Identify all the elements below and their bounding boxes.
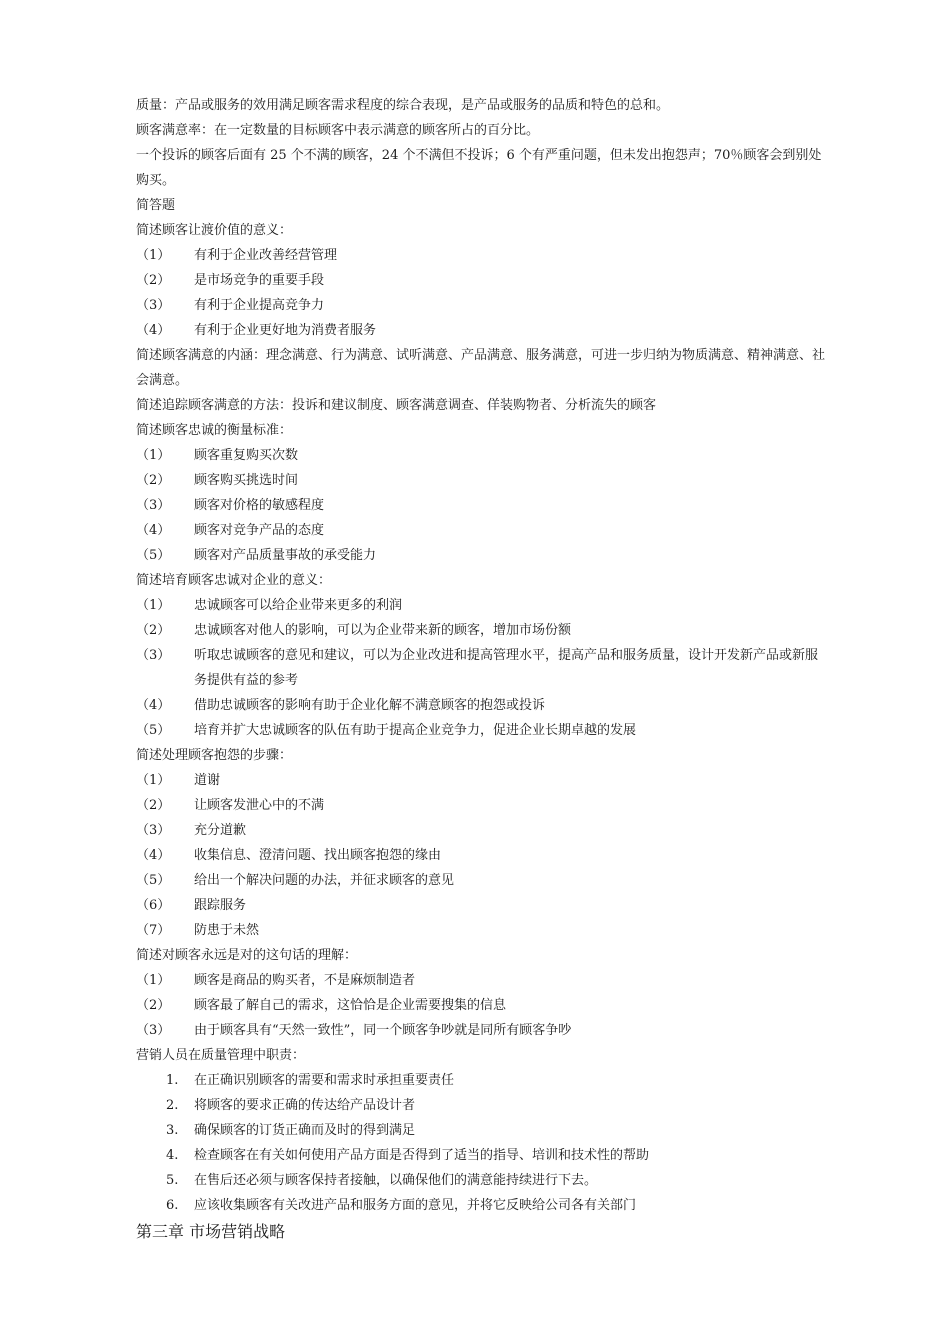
satisfaction-meaning: 简述顾客满意的内涵：理念满意、行为满意、试听满意、产品满意、服务满意，可进一步归纳为物质满意、精神满意、社会满意。 bbox=[136, 348, 826, 388]
item-number: （4） bbox=[136, 698, 171, 713]
list-item bbox=[136, 1143, 826, 1168]
item-text: 顾客对产品质量事故的承受能力 bbox=[194, 548, 377, 563]
item-number: （1） bbox=[136, 973, 171, 988]
list-item bbox=[136, 693, 826, 718]
item-text: 培育并扩大忠诚顾客的队伍有助于提高企业竞争力，促进企业长期卓越的发展 bbox=[194, 723, 637, 738]
list-item bbox=[136, 818, 826, 843]
item-text: 顾客购买挑选时间 bbox=[194, 473, 299, 488]
item-number: 6. bbox=[166, 1198, 179, 1213]
list-item bbox=[136, 618, 826, 643]
definition-quality: 质量：产品或服务的效用满足顾客需求程度的综合表现，是产品或服务的品质和特色的总和。 bbox=[136, 98, 670, 113]
item-text: 有利于企业提高竞争力 bbox=[194, 298, 325, 313]
list-item bbox=[136, 918, 826, 943]
question-title: 简述顾客忠诚的衡量标准： bbox=[136, 423, 293, 438]
item-text: 在正确识别顾客的需要和需求时承担重要责任 bbox=[194, 1073, 455, 1088]
item-text: 应该收集顾客有关改进产品和服务方面的意见，并将它反映给公司各有关部门 bbox=[194, 1198, 637, 1213]
item-number: （3） bbox=[136, 823, 171, 838]
item-number: 4. bbox=[166, 1148, 179, 1163]
item-text: 是市场竞争的重要手段 bbox=[194, 273, 325, 288]
item-text: 充分道歉 bbox=[194, 823, 247, 838]
question-title: 简述顾客让渡价值的意义： bbox=[136, 223, 293, 238]
question-title: 简述培育顾客忠诚对企业的意义： bbox=[136, 573, 332, 588]
item-text: 借助忠诚顾客的影响有助于企业化解不满意顾客的抱怨或投诉 bbox=[194, 698, 546, 713]
item-text: 有利于企业改善经营管理 bbox=[194, 248, 338, 263]
item-number: 3. bbox=[166, 1123, 179, 1138]
item-text: 听取忠诚顾客的意见和建议，可以为企业改进和提高管理水平，提高产品和服务质量，设计开发新产品或新服务提供有益的参考 bbox=[194, 648, 819, 688]
item-number: （3） bbox=[136, 298, 171, 313]
item-number: 1. bbox=[166, 1073, 179, 1088]
item-number: （3） bbox=[136, 1023, 171, 1038]
list-item bbox=[136, 468, 826, 493]
item-number: （3） bbox=[136, 648, 171, 663]
item-text: 顾客对价格的敏感程度 bbox=[194, 498, 325, 513]
list-item bbox=[136, 1193, 826, 1218]
item-text: 确保顾客的订货正确而及时的得到满足 bbox=[194, 1123, 416, 1138]
list-item bbox=[136, 243, 826, 268]
list-item bbox=[136, 643, 826, 693]
question-title: 营销人员在质量管理中职责： bbox=[136, 1048, 306, 1063]
list-item bbox=[136, 293, 826, 318]
item-text: 顾客最了解自己的需求，这恰恰是企业需要搜集的信息 bbox=[194, 998, 507, 1013]
list-item bbox=[136, 268, 826, 293]
item-number: （2） bbox=[136, 798, 171, 813]
answer-list bbox=[136, 593, 826, 743]
list-item bbox=[136, 843, 826, 868]
item-text: 检查顾客在有关如何使用产品方面是否得到了适当的指导、培训和技术性的帮助 bbox=[194, 1148, 650, 1163]
list-item bbox=[136, 718, 826, 743]
list-item bbox=[136, 543, 826, 568]
list-item bbox=[136, 768, 826, 793]
item-text: 在售后还必须与顾客保持者接触，以确保他们的满意能持续进行下去。 bbox=[194, 1173, 598, 1188]
item-text: 顾客对竞争产品的态度 bbox=[194, 523, 325, 538]
item-number: （2） bbox=[136, 623, 171, 638]
list-item bbox=[136, 868, 826, 893]
section-heading-short-answer: 简答题 bbox=[136, 198, 176, 213]
item-text: 跟踪服务 bbox=[194, 898, 247, 913]
item-number: （4） bbox=[136, 848, 171, 863]
item-number: （6） bbox=[136, 898, 171, 913]
item-text: 有利于企业更好地为消费者服务 bbox=[194, 323, 377, 338]
item-number: （1） bbox=[136, 448, 171, 463]
item-number: （1） bbox=[136, 598, 171, 613]
list-item bbox=[136, 1018, 826, 1043]
list-item bbox=[136, 443, 826, 468]
item-text: 道谢 bbox=[194, 773, 221, 788]
item-text: 忠诚顾客对他人的影响，可以为企业带来新的顾客，增加市场份额 bbox=[194, 623, 572, 638]
item-text: 忠诚顾客可以给企业带来更多的利润 bbox=[194, 598, 403, 613]
item-text: 让顾客发泄心中的不满 bbox=[194, 798, 325, 813]
list-item bbox=[136, 793, 826, 818]
question-title: 简述对顾客永远是对的这句话的理解： bbox=[136, 948, 358, 963]
definition-satisfaction-rate: 顾客满意率：在一定数量的目标顾客中表示满意的顾客所占的百分比。 bbox=[136, 123, 540, 138]
answer-list bbox=[136, 443, 826, 568]
item-number: （5） bbox=[136, 873, 171, 888]
item-text: 顾客重复购买次数 bbox=[194, 448, 299, 463]
list-item bbox=[136, 1093, 826, 1118]
item-number: （1） bbox=[136, 773, 171, 788]
item-text: 防患于未然 bbox=[194, 923, 260, 938]
ordered-list bbox=[136, 1068, 826, 1218]
complaint-statistics: 一个投诉的顾客后面有 25 个不满的顾客，24 个不满但不投诉；6 个有严重问题，但未发出抱怨声；70％顾客会到别处购买。 bbox=[136, 148, 822, 188]
list-item bbox=[136, 993, 826, 1018]
item-number: 5. bbox=[166, 1173, 179, 1188]
item-number: （2） bbox=[136, 273, 171, 288]
item-number: （4） bbox=[136, 523, 171, 538]
item-number: （5） bbox=[136, 548, 171, 563]
item-text: 将顾客的要求正确的传达给产品设计者 bbox=[194, 1098, 416, 1113]
document-page bbox=[136, 93, 826, 1244]
list-item bbox=[136, 1168, 826, 1193]
item-number: （4） bbox=[136, 323, 171, 338]
answer-list bbox=[136, 243, 826, 343]
chapter-heading: 第三章 市场营销战略 bbox=[136, 1222, 286, 1241]
item-text: 顾客是商品的购买者，不是麻烦制造者 bbox=[194, 973, 416, 988]
item-text: 由于顾客具有“天然一致性”，同一个顾客争吵就是同所有顾客争吵 bbox=[194, 1023, 572, 1038]
item-number: （2） bbox=[136, 998, 171, 1013]
answer-list bbox=[136, 968, 826, 1043]
answer-list bbox=[136, 768, 826, 943]
list-item bbox=[136, 593, 826, 618]
item-number: （3） bbox=[136, 498, 171, 513]
question-title: 简述处理顾客抱怨的步骤： bbox=[136, 748, 293, 763]
list-item bbox=[136, 518, 826, 543]
list-item bbox=[136, 968, 826, 993]
list-item bbox=[136, 318, 826, 343]
item-number: （5） bbox=[136, 723, 171, 738]
item-text: 给出一个解决问题的办法，并征求顾客的意见 bbox=[194, 873, 455, 888]
item-number: （7） bbox=[136, 923, 171, 938]
list-item bbox=[136, 893, 826, 918]
item-text: 收集信息、澄清问题、找出顾客抱怨的缘由 bbox=[194, 848, 442, 863]
list-item bbox=[136, 493, 826, 518]
item-number: （1） bbox=[136, 248, 171, 263]
list-item bbox=[136, 1068, 826, 1093]
item-number: 2. bbox=[166, 1098, 179, 1113]
item-number: （2） bbox=[136, 473, 171, 488]
tracking-methods: 简述追踪顾客满意的方法：投诉和建议制度、顾客满意调查、佯装购物者、分析流失的顾客 bbox=[136, 398, 657, 413]
list-item bbox=[136, 1118, 826, 1143]
